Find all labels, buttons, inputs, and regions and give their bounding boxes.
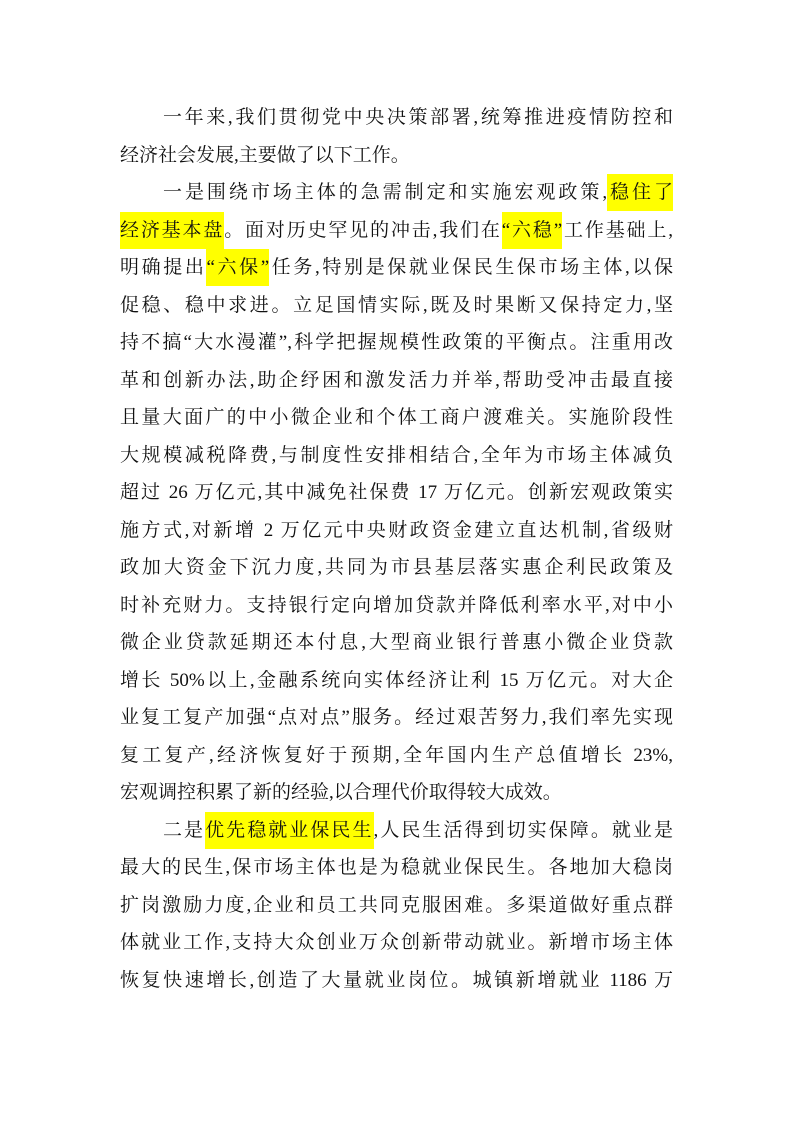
text-segment: 时补充财力。支持银行定向增加贷款并降低利率水平,对中小 — [120, 594, 673, 616]
text-segment: 明确提出 — [120, 257, 207, 278]
text-segment: 恢复快速增长,创造了大量就业岗位。城镇新增就业 1186 万 — [120, 969, 673, 991]
paragraph-2-line — [120, 174, 673, 212]
highlighted-text: 优先稳就业保民生 — [205, 812, 373, 849]
text-segment: ,人民生活得到切实保障。就业是 — [373, 819, 673, 841]
paragraph-2-line — [120, 774, 673, 812]
body-text — [120, 99, 673, 999]
highlighted-text: “六保” — [206, 249, 269, 286]
paragraph-2-line — [120, 212, 673, 250]
text-segment: 经济社会发展,主要做了以下工作。 — [120, 144, 410, 166]
text-segment: 施方式,对新增 2 万亿元中央财政资金建立直达机制,省级财 — [120, 519, 673, 541]
paragraph-2-line — [120, 437, 673, 475]
paragraph-2-line — [120, 287, 673, 325]
text-segment: 二是 — [163, 819, 206, 841]
text-segment: 工作基础上, — [562, 219, 673, 241]
paragraph-2-line — [120, 624, 673, 662]
paragraph-2-line — [120, 362, 673, 400]
text-segment: 革和创新办法,助企纾困和激发活力并举,帮助受冲击最直接 — [120, 369, 673, 391]
paragraph-3-line — [120, 849, 673, 887]
text-segment: 复工复产,经济恢复好于预期,全年国内生产总值增长 23%, — [120, 744, 673, 766]
text-segment: 一是围绕市场主体的急需制定和实施宏观政策, — [163, 182, 608, 203]
text-segment: 政加大资金下沉力度,共同为市县基层落实惠企利民政策及 — [120, 557, 673, 578]
paragraph-2-line — [120, 699, 673, 737]
paragraph-3-line — [120, 812, 673, 850]
paragraph-2-line — [120, 512, 673, 550]
highlighted-text: 经济基本盘 — [120, 212, 224, 249]
text-segment: 任务,特别是保就业保民生保市场主体,以保 — [269, 257, 673, 278]
highlighted-text: “六稳” — [502, 212, 562, 249]
text-segment: 增长 50%以上,金融系统向实体经济让利 15 万亿元。对大企 — [120, 669, 673, 691]
paragraph-3-line — [120, 962, 673, 1000]
text-segment: 业复工复产加强“点对点”服务。经过艰苦努力,我们率先实现 — [120, 707, 673, 728]
text-segment: 持不搞“大水漫灌”,科学把握规模性政策的平衡点。注重用改 — [120, 332, 673, 353]
text-segment: 促稳、稳中求进。立足国情实际,既及时果断又保持定力,坚 — [120, 294, 673, 316]
text-segment: 大规模减税降费,与制度性安排相结合,全年为市场主体减负 — [120, 444, 673, 466]
paragraph-2-line — [120, 587, 673, 625]
paragraph-2-line — [120, 249, 673, 287]
paragraph-3-line — [120, 924, 673, 962]
paragraph-2-line — [120, 549, 673, 587]
paragraph-2-line — [120, 737, 673, 775]
text-segment: 最大的民生,保市场主体也是为稳就业保民生。各地加大稳岗 — [120, 857, 673, 878]
paragraph-2-line — [120, 399, 673, 437]
text-segment: 宏观调控积累了新的经验,以合理代价取得较大成效。 — [120, 782, 562, 803]
text-segment: 一年来,我们贯彻党中央决策部署,统筹推进疫情防控和 — [163, 107, 673, 128]
highlighted-text: 稳住了 — [607, 174, 673, 211]
paragraph-2-line — [120, 324, 673, 362]
text-segment: 。面对历史罕见的冲击,我们在 — [224, 219, 502, 241]
paragraph-1-line — [120, 137, 673, 175]
paragraph-2-line — [120, 474, 673, 512]
paragraph-3-line — [120, 887, 673, 925]
text-segment: 超过 26 万亿元,其中减免社保费 17 万亿元。创新宏观政策实 — [120, 482, 673, 503]
text-segment: 体就业工作,支持大众创业万众创新带动就业。新增市场主体 — [120, 932, 673, 953]
text-segment: 微企业贷款延期还本付息,大型商业银行普惠小微企业贷款 — [120, 632, 673, 653]
paragraph-1-line — [120, 99, 673, 137]
paragraph-2-line — [120, 662, 673, 700]
text-segment: 扩岗激励力度,企业和员工共同克服困难。多渠道做好重点群 — [120, 894, 673, 916]
text-segment: 且量大面广的中小微企业和个体工商户渡难关。实施阶段性 — [120, 407, 673, 428]
